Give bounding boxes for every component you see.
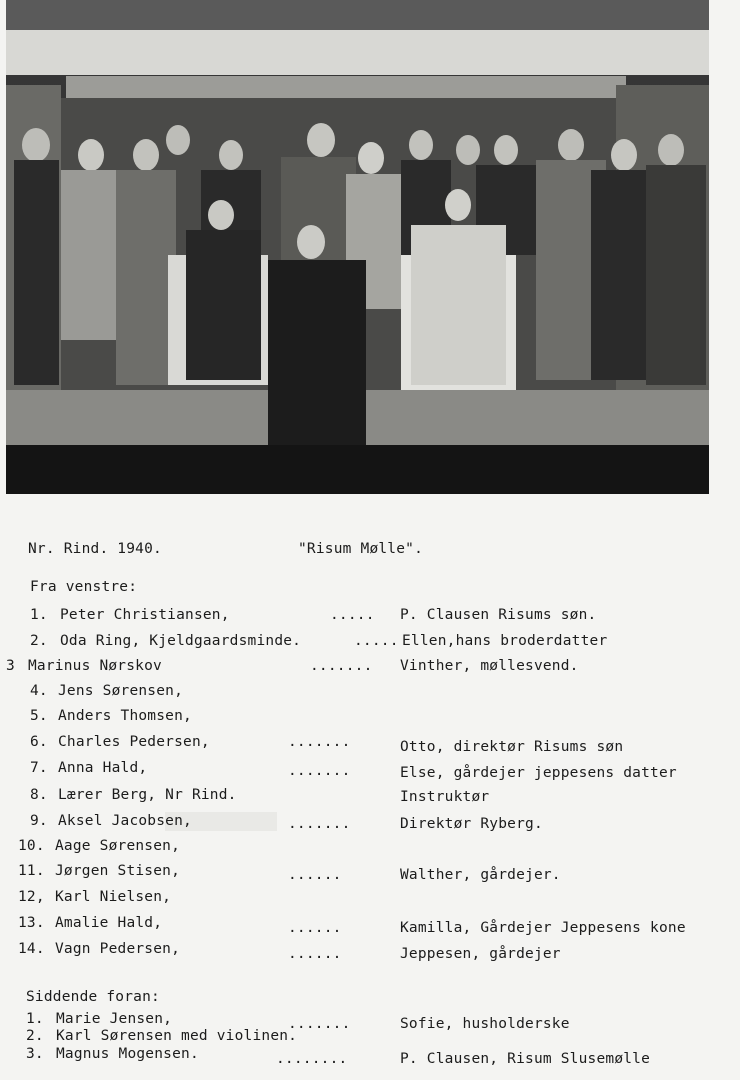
row-num: 9.: [30, 813, 48, 829]
row-num: 1.: [30, 607, 48, 623]
actor-name: Vagn Pedersen,: [55, 941, 181, 957]
role: Kamilla, Gårdejer Jeppesens kone: [400, 920, 686, 936]
leader-dots: .....: [330, 607, 375, 623]
leader-dots: .......: [288, 1016, 351, 1032]
row-num: 10.: [18, 838, 45, 854]
role: Jeppesen, gårdejer: [400, 946, 561, 962]
row-num: 14.: [18, 941, 45, 957]
actor-name: Magnus Mogensen.: [56, 1046, 199, 1062]
row-num: 4.: [30, 683, 48, 699]
leader-dots: ......: [288, 946, 342, 962]
role: Vinther, møllesvend.: [400, 658, 579, 674]
actor-name: Jørgen Stisen,: [55, 863, 181, 879]
row-num: 12,: [18, 889, 45, 905]
place-year: Nr. Rind. 1940.: [28, 541, 162, 557]
role: Sofie, husholderske: [400, 1016, 570, 1032]
row-num: 13.: [18, 915, 45, 931]
actor-name: Karl Sørensen med violinen.: [56, 1028, 298, 1044]
actor-name: Marie Jensen,: [56, 1011, 173, 1027]
role: Direktør Ryberg.: [400, 816, 543, 832]
actor-name: Peter Christiansen,: [60, 607, 230, 623]
role: Else, gårdejer jeppesens datter: [400, 765, 677, 781]
row-num: 11.: [18, 863, 45, 879]
actor-name: Aksel Jacobsen,: [58, 813, 192, 829]
row-num: 1.: [26, 1011, 44, 1027]
actor-name: Jens Sørensen,: [58, 683, 184, 699]
leader-dots: .....: [354, 633, 399, 649]
standing-heading: Fra venstre:: [30, 579, 138, 595]
row-num: 2.: [30, 633, 48, 649]
actor-name: Lærer Berg, Nr Rind.: [58, 787, 237, 803]
role: P. Clausen, Risum Slusemølle: [400, 1051, 651, 1067]
leader-dots: ......: [288, 867, 342, 883]
role: Instruktør: [400, 789, 490, 805]
row-num: 7.: [30, 760, 48, 776]
leader-dots: .......: [310, 658, 373, 674]
leader-dots: ......: [288, 920, 342, 936]
actor-name: Anna Hald,: [58, 760, 148, 776]
leader-dots: .......: [288, 734, 351, 750]
play-title: "Risum Mølle".: [298, 541, 424, 557]
role: Ellen,hans broderdatter: [402, 633, 608, 649]
actor-name: Charles Pedersen,: [58, 734, 210, 750]
row-num: 6.: [30, 734, 48, 750]
actor-name: Anders Thomsen,: [58, 708, 192, 724]
role: Walther, gårdejer.: [400, 867, 561, 883]
role: P. Clausen Risums søn.: [400, 607, 597, 623]
row-num: 2.: [26, 1028, 44, 1044]
role: Otto, direktør Risums søn: [400, 739, 624, 755]
leader-dots: .......: [288, 763, 351, 779]
leader-dots: ........: [276, 1051, 348, 1067]
row-num: 8.: [30, 787, 48, 803]
row-num: 3: [6, 658, 15, 674]
actor-name: Amalie Hald,: [55, 915, 163, 931]
row-num: 5.: [30, 708, 48, 724]
actor-name: Oda Ring, Kjeldgaardsminde.: [60, 633, 302, 649]
seated-heading: Siddende foran:: [26, 989, 160, 1005]
leader-dots: .......: [288, 816, 351, 832]
actor-name: Karl Nielsen,: [55, 889, 172, 905]
row-num: 3.: [26, 1046, 44, 1062]
actor-name: Aage Sørensen,: [55, 838, 181, 854]
actor-name: Marinus Nørskov: [28, 658, 162, 674]
